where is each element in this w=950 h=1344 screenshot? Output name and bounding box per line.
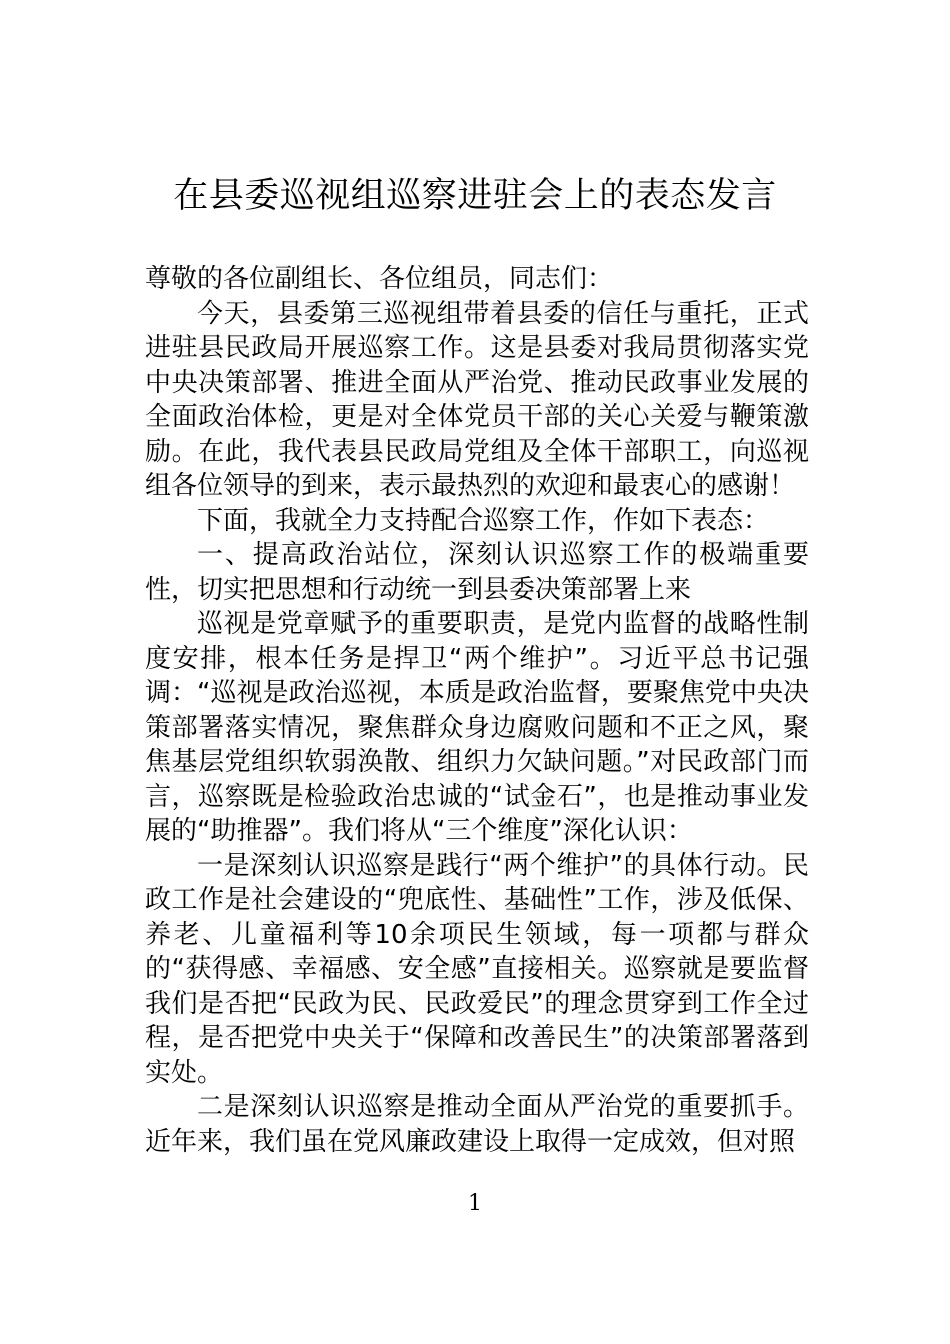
section-heading: 一、提高政治站位，深刻认识巡察工作的极端重要性，切实把思想和行动统一到县委决策部署上来 <box>145 540 809 605</box>
salutation-paragraph: 尊敬的各位副组长、各位组员，同志们： <box>145 264 614 294</box>
body-paragraph: 下面，我就全力支持配合巡察工作，作如下表态： <box>197 505 770 536</box>
body-paragraph: 今天，县委第三巡视组带着县委的信任与重托，正式进驻县民政局开展巡察工作。这是县委对我局贯彻落实党中央决策部署、推进全面从严治党、推动民政事业发展的全面政治体检，更是对全体党员干部的关心关爱与鞭策激励。在此，我代表县民政局党组及全体干部职工，向巡视组各位领导的到来，表示最热烈的欢迎和最衷心的感谢！ <box>145 298 809 501</box>
body-paragraph: 二是深刻认识巡察是推动全面从严治党的重要抓手。近年来，我们虽在党风廉政建设上取得一定成效，但对照 <box>145 1092 809 1157</box>
body-paragraph: 巡视是党章赋予的重要职责，是党内监督的战略性制度安排，根本任务是捍卫“两个维护”。习近平总书记强调：“巡视是政治巡视，本质是政治监督，要聚焦党中央决策部署落实情况，聚焦群众身边腐败问题和不正之风，聚焦基层党组织软弱涣散、组织力欠缺问题。”对民政部门而言，巡察既是检验政治忠诚的“试金石”，也是推动事业发展的“助推器”。我们将从“三个维度”深化认识： <box>145 609 809 846</box>
document-body <box>145 262 809 1159</box>
document-title: 在县委巡视组巡察进驻会上的表态发言 <box>173 176 777 216</box>
page-number: 1 <box>468 1191 482 1216</box>
body-paragraph: 一是深刻认识巡察是践行“两个维护”的具体行动。民政工作是社会建设的“兜底性、基础性”工作，涉及低保、养老、儿童福利等10余项民生领域，每一项都与群众的“获得感、幸福感、安全感”直接相关。巡察就是要监督我们是否把“民政为民、民政爱民”的理念贯穿到工作全过程，是否把党中央关于“保障和改善民生”的决策部署落到实处。 <box>145 850 809 1088</box>
